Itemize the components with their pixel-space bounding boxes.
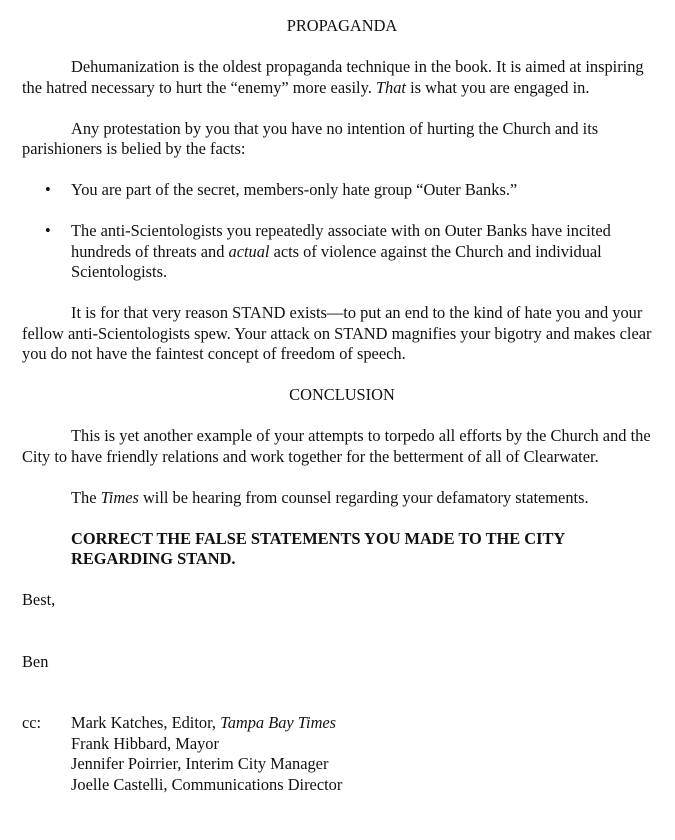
paragraph-dehumanization xyxy=(22,57,662,98)
paragraph-stand: It is for that very reason STAND exists—to put an end to the kind of hate you and your fellow anti-Scientologists spew. Your attack on STAND magnifies your bigotry and makes clear you do not have the faintest concept of freedom of speech. xyxy=(22,303,652,363)
cc-label: cc: xyxy=(22,713,42,732)
bullet-item-outer-banks xyxy=(22,180,662,201)
bullet-item-threats xyxy=(22,221,662,283)
bullet-text: The anti-Scientologists you repeatedly associate with on Outer Banks have incited hundreds of threats and xyxy=(71,221,611,261)
letter-page xyxy=(22,16,662,795)
paragraph-counsel xyxy=(22,488,662,509)
emphasis-text: actual xyxy=(228,241,270,261)
cc-recipient-text: Jennifer Poirrier, Interim City Manager xyxy=(71,754,329,773)
emphasis-text: Tampa Bay Times xyxy=(220,713,337,732)
cc-recipient xyxy=(22,713,662,734)
cc-recipient-text: Frank Hibbard, Mayor xyxy=(71,733,219,753)
paragraph-text: The xyxy=(71,487,101,507)
paragraph-torpedo: This is yet another example of your attempts to torpedo all efforts by the Church and the City to have friendly relations and work together for the betterment of all of Clearwater. xyxy=(22,426,651,466)
paragraph-protestation: Any protestation by you that you have no intention of hurting the Church and its parishioners is belied by the facts: xyxy=(22,118,599,158)
bullet-icon: • xyxy=(45,180,51,199)
paragraph-text: Dehumanization is the oldest propaganda technique in the book. It is aimed at inspiring the hatred necessary to hurt the “enemy” more easily. xyxy=(22,57,644,97)
paragraph-text: is what you are engaged in. xyxy=(405,77,590,97)
heading-propaganda: PROPAGANDA xyxy=(286,16,398,35)
cc-recipient xyxy=(22,734,662,755)
paragraph-text: will be hearing from counsel regarding your defamatory statements. xyxy=(138,487,589,507)
emphasis-text: Times xyxy=(100,487,139,507)
bullet-text: You are part of the secret, members-only hate group “Outer Banks.” xyxy=(71,180,518,199)
closing-salutation: Best, xyxy=(22,590,56,609)
demand-statement: CORRECT THE FALSE STATEMENTS YOU MADE TO THE CITY REGARDING STAND. xyxy=(71,528,565,568)
cc-recipient-text: Mark Katches, Editor, xyxy=(71,713,221,732)
signature-name: Ben xyxy=(22,651,49,671)
emphasis-text: That xyxy=(375,77,406,97)
cc-recipient xyxy=(22,754,662,775)
cc-recipient xyxy=(22,775,662,796)
cc-recipient-text: Joelle Castelli, Communications Director xyxy=(71,774,343,794)
bullet-text: acts of violence against the Church and individual Scientologists. xyxy=(71,241,602,281)
heading-conclusion: CONCLUSION xyxy=(289,385,395,404)
bullet-icon: • xyxy=(45,221,51,240)
